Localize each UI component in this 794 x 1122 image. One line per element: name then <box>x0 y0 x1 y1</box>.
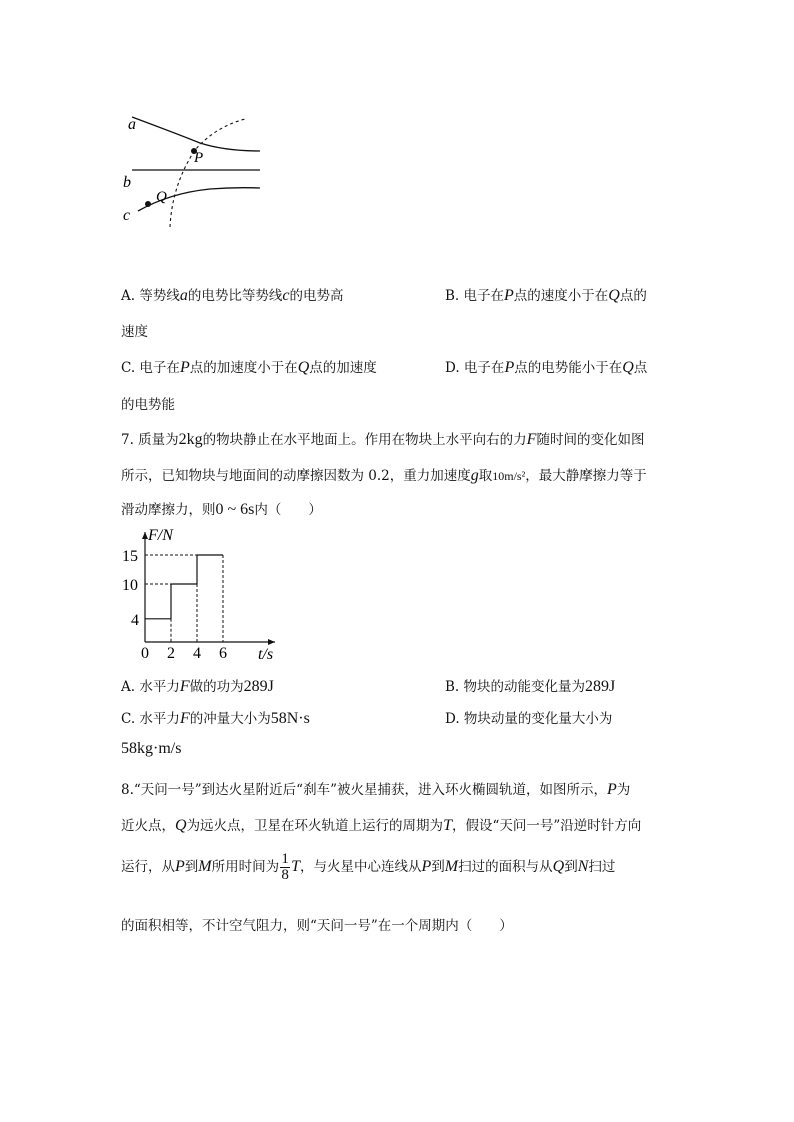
x-tick-label-2: 2 <box>167 645 175 662</box>
force-time-chart <box>110 520 290 665</box>
q6-option-B-continued: 速度 <box>121 324 148 340</box>
q8-stem-line3: 运行，从P到M所用时间为 $\frac{1}{8}$ T，与火星中心连线从P到M扫过的面积与从Q到N扫过 <box>121 851 616 883</box>
label-c: c <box>123 207 131 224</box>
q6-option-C[interactable]: C. 电子在P点的加速度小于在Q点的加速度 <box>121 359 377 376</box>
q7-option-D-continued: 58kg·m/s <box>121 740 182 757</box>
q8-stem-line1: 8.“天问一号”到达火星附近后“刹车”被火星捕获，进入环火椭圆轨道，如图所示，P为 <box>121 781 631 798</box>
q7-option-A[interactable]: A. 水平力F做的功为289J <box>121 678 274 695</box>
x-axis-arrow <box>268 639 275 645</box>
fraction-one-eighth: $\frac{1}{8}$ <box>281 851 289 883</box>
chart-guides <box>145 555 223 642</box>
q6-option-B[interactable]: B. 电子在P点的速度小于在Q点的 <box>445 287 647 304</box>
chart-axes <box>142 532 275 645</box>
chart-ticks <box>122 548 227 662</box>
q7-option-D[interactable]: D. 物块动量的变化量大小为 <box>445 711 613 727</box>
q7-option-B[interactable]: B. 物块的动能变化量为289J <box>445 678 616 695</box>
equipotential-line-a <box>132 117 260 151</box>
y-tick-label-4: 4 <box>131 611 139 629</box>
label-a: a <box>128 116 136 133</box>
q8-stem-line2: 近火点，Q为远火点，卫星在环火轨道上运行的周期为T，假设“天问一号”沿逆时针方向 <box>121 817 642 834</box>
q7-stem-line1: 7. 质量为2kg的物块静止在水平地面上。作用在物块上水平向右的力F随时间的变化如图 <box>121 431 645 448</box>
q6-option-D[interactable]: D. 电子在P点的电势能小于在Q点 <box>445 359 648 376</box>
q6-option-A[interactable]: A. 等势线a的电势比等势线c的电势高 <box>121 287 344 304</box>
q7-stem-line2: 所示，已知物块与地面间的动摩擦因数为 0.2，重力加速度g取10m/s²，最大静摩擦力等于 <box>121 467 647 484</box>
chart-marks <box>145 555 223 619</box>
q8-stem-line4: 的面积相等，不计空气阻力，则“天问一号”在一个周期内（ ） <box>121 918 513 934</box>
q7-option-C[interactable]: C. 水平力F的冲量大小为58N·s <box>121 710 310 727</box>
label-b: b <box>123 174 131 191</box>
point-Q <box>145 201 151 207</box>
x-tick-label-0: 0 <box>141 645 149 662</box>
x-tick-label-4: 4 <box>193 645 201 662</box>
x-tick-label-6: 6 <box>219 645 227 662</box>
y-axis-label: F/N <box>148 527 173 544</box>
q7-stem-line3: 滑动摩擦力，则0 ~ 6s内（ ） <box>121 501 322 518</box>
label-Q: Q <box>156 189 167 205</box>
x-axis-label: t/s <box>258 646 274 663</box>
q6-option-D-continued: 的电势能 <box>121 397 175 413</box>
y-tick-label-15: 15 <box>122 548 138 565</box>
equipotential-figure <box>110 105 270 235</box>
y-tick-label-10: 10 <box>122 577 138 594</box>
label-P: P <box>194 150 204 166</box>
